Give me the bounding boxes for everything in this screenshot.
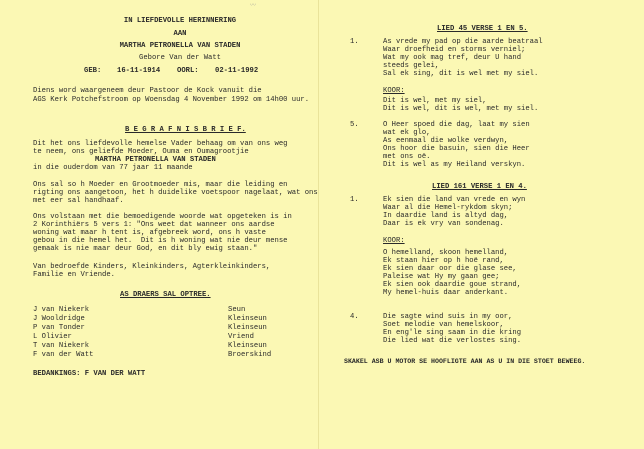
deceased-name: MARTHA PETRONELLA VAN STADEN [119,42,241,50]
bedankings: BEDANKINGS: F VAN DER WATT [33,370,146,378]
service-line-1: Diens word waargeneem deur Pastoor de Kock vanuit die [33,87,262,95]
verse-line: Waar al die Hemel-rykdom skyn; [383,204,513,212]
maiden-name: Gebore Van der Watt [139,54,221,62]
verse-line: met ons oë. [383,153,431,161]
brief-p2-line: met eer sal handhaaf. [33,197,124,205]
aan-label: AAN [173,30,187,38]
death-date: 02-11-1992 [215,67,259,75]
draer-name: T van Niekerk [33,342,90,350]
bereaved-line-1: Van bedroefde Kinders, Kleinkinders, Agterkleinkinders, [33,263,271,271]
brief-p1-line: Dit het ons liefdevolle hemelse Vader behaag om van ons weg [33,140,288,148]
lied-45-title: LIED 45 VERSE 1 EN 5. [437,25,528,33]
brief-title: B E G R A F N I S B R I E F. [125,126,246,134]
death-label: OORL: [177,67,199,75]
brief-p3-line: gemaak is nie maar deur God, en dit bly ewig staan." [33,245,258,253]
verse-line: steeds gelei, [383,62,440,70]
verse-line: O Heer spoed die dag, laat my sien [383,121,530,129]
footer-notice: SKAKEL ASB U MOTOR SE HOOFLIGTE AAN AS U IN DIE STOET BEWEEG. [344,358,586,365]
draer-name: P van Tonder [33,324,85,332]
verse-line: Dit is wel as my Heiland verskyn. [383,161,526,169]
koor-line: O hemelland, skoon hemelland, [383,249,509,257]
verse-line: Soet melodie van hemelskoor, [383,321,504,329]
lied-161-title: LIED 161 VERSE 1 EN 4. [432,183,527,191]
koor-line: Ek sien ook daardie goue strand, [383,281,522,289]
verse-line: As eenmaal die wolke verdwyn, [383,137,509,145]
verse-number: 1. [350,38,359,46]
draer-relation: Broerskind [228,351,272,359]
handwritten-mark: 〰 [250,2,257,9]
brief-p3-line: woning wat maar h tent is, afgebreek word, ons h vaste [33,229,266,237]
draer-relation: Kleinseun [228,342,267,350]
brief-p2-line: Ons sal so h Moeder en Grootmoeder mis, maar die leiding en [33,181,288,189]
brief-p2-line: rigting ons aangetoon, het h duidelike voetspoor nagelaat, wat ons [33,189,318,197]
brief-p3-line: 2 Korinthiërs 5 vers 1: "Ons weet dat wanneer ons aardse [33,221,275,229]
verse-line: Waar droefheid en storms verniel; [383,46,526,54]
verse-number: 5. [350,121,359,129]
verse-line: Daar is ek vry van sondenag. [383,220,504,228]
koor-line: Dit is wel, dit is wel, met my siel. [383,105,539,113]
koor-line: My hemel-huis daar anderkant. [383,289,509,297]
verse-line: wat ek glo, [383,129,431,137]
draers-title: AS DRAERS SAL OPTREE. [120,291,211,299]
brief-p1-line: te neem, ons geliefde Moeder, Ouma en Oumagrootjie [33,148,249,156]
verse-line: Wat my ook mag tref, deur U hand [383,54,522,62]
birth-label: GEB: [84,67,102,75]
bereaved-line-2: Familie en Vriende. [33,271,115,279]
draer-relation: Kleinseun [228,315,267,323]
brief-p1-line: in die ouderdom van 77 jaar 11 maande [33,164,193,172]
draer-name: L Olivier [33,333,72,341]
birth-date: 16-11-1914 [117,67,161,75]
verse-number: 4. [350,313,359,321]
draer-name: J Wooldridge [33,315,85,323]
koor-label: KOOR: [383,87,405,95]
verse-line: Die sagte wind suis in my oor, [383,313,513,321]
draer-relation: Kleinseun [228,324,267,332]
koor-line: Paleise wat Hy my gaan gee; [383,273,500,281]
verse-line: Ek sien die land van vrede en wyn [383,196,526,204]
service-line-2: AGS Kerk Potchefstroom op Woensdag 4 November 1992 om 14h00 uur. [33,96,310,104]
brief-p3-line: Ons volstaan met die bemoedigende woorde wat opgeteken is in [33,213,292,221]
page-fold [318,0,319,449]
verse-line: In daardie land is altyd dag, [383,212,509,220]
brief-p3-line: gebou in die hemel het. Dit is h woning wat nie deur mense [33,237,288,245]
verse-number: 1. [350,196,359,204]
draer-relation: Seun [228,306,246,314]
koor-line: Ek sien daar oor die glase see, [383,265,517,273]
brief-p1-name: MARTHA PETRONELLA VAN STADEN [95,156,216,164]
heading: IN LIEFDEVOLLE HERINNERING [123,17,237,25]
verse-line: Ons hoor die basuin, sien die Heer [383,145,530,153]
draer-name: J van Niekerk [33,306,90,314]
koor-line: Ek staan hier op h hoë rand, [383,257,504,265]
verse-line: As vrede my pad op die aarde beatraal [383,38,543,46]
draer-name: F van der Watt [33,351,94,359]
koor-label: KOOR: [383,237,405,245]
verse-line: Die lied wat die verlostes sing. [383,337,522,345]
verse-line: En eng'le sing saam in die kring [383,329,522,337]
draer-relation: Vriend [228,333,254,341]
verse-line: Sal ek sing, dit is wel met my siel. [383,70,539,78]
koor-line: Dit is wel, met my siel, [383,97,487,105]
